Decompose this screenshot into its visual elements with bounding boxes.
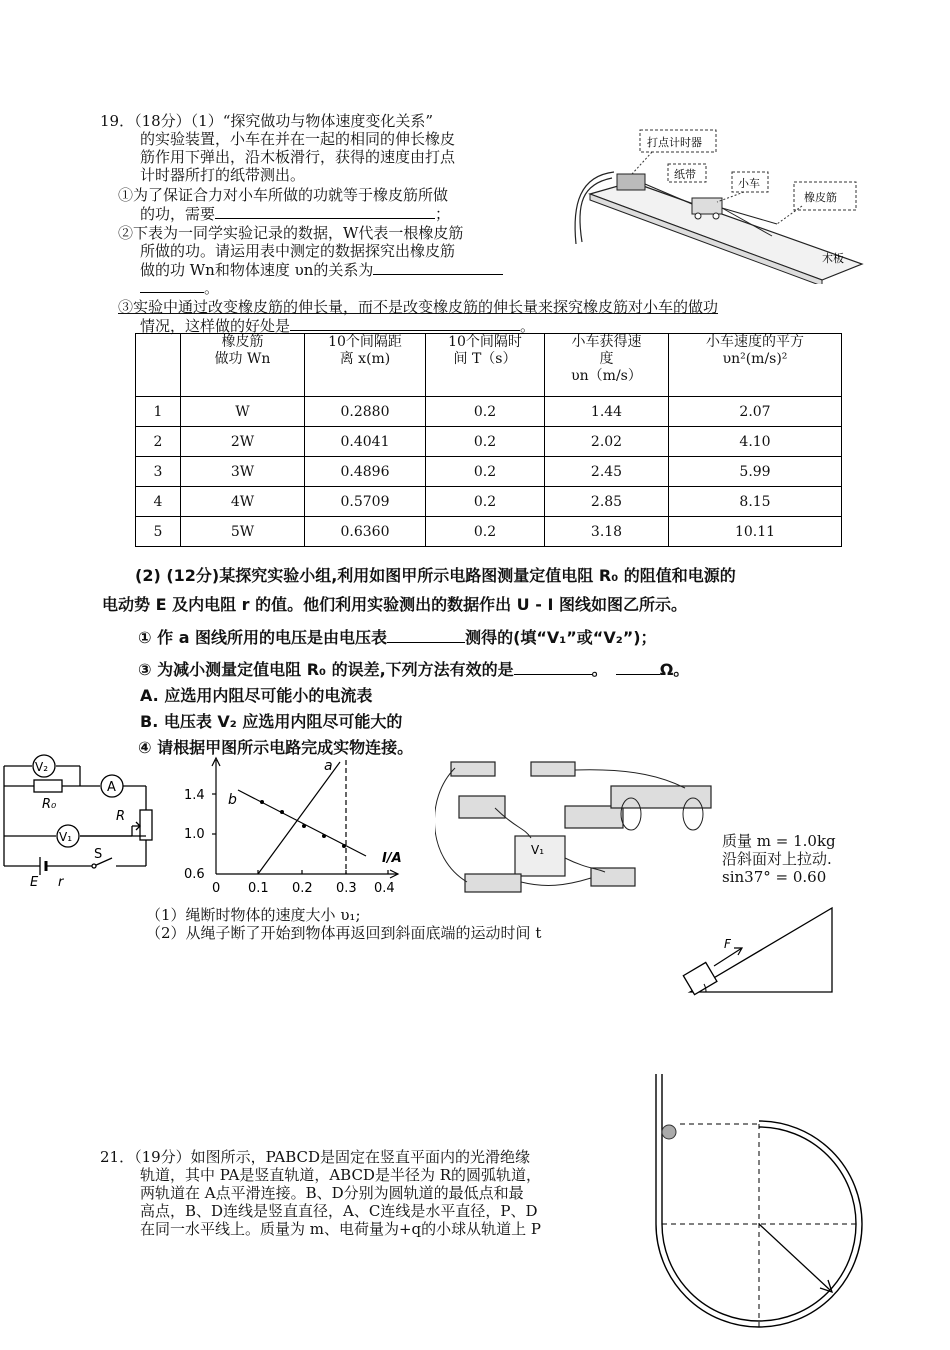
q20-sub-2: （2）从绳子断了开始到物体再返回到斜面底端的运动时间 t [146, 924, 542, 942]
answer-blank-4[interactable] [387, 626, 465, 643]
y-tick: 1.4 [184, 788, 205, 803]
table-row [136, 517, 842, 547]
table-cell: 0.2880 [305, 397, 426, 427]
table-cell: 0.4896 [305, 457, 426, 487]
q21-line-2: 轨道，其中 PA是竖直轨道，ABCD是半径为 R的圆弧轨道， [140, 1166, 542, 1184]
label-cart: 小车 [738, 177, 760, 190]
circuit-label-v2: V₂ [35, 760, 49, 774]
q21-line-3: 两轨道在 A点平滑连接。B、D分别为圆轨道的最低点和最 [140, 1184, 524, 1202]
table-cell: 4 [136, 487, 181, 517]
x-tick: 0.4 [374, 881, 395, 896]
q19-intro-1: 的实验装置，小车在并在一起的相同的伸长橡皮 [140, 130, 456, 148]
circuit-label-internal-r: r [58, 875, 64, 890]
table-cell: 2.07 [669, 397, 842, 427]
table-cell: 1.44 [545, 397, 669, 427]
table-cell: 0.5709 [305, 487, 426, 517]
u-i-graph [178, 756, 408, 896]
table-cell: 0.2 [426, 457, 545, 487]
table-cell: 3W [181, 457, 305, 487]
q19-number: 19．（18分）（1）“探究做功与物体速度变化关系” [100, 112, 434, 130]
table-cell: 2.02 [545, 427, 669, 457]
q21-line-4: 高点，B、D连线是竖直直径，A、C连线是水平直径，P、D [140, 1202, 538, 1220]
table-header-cell: 10个间隔距 离 x(m) [305, 334, 426, 397]
q19-item2-line4: 。 [140, 278, 219, 297]
table-header-cell: 小车获得速 度 υn（m/s） [545, 334, 669, 397]
apparatus-figure [572, 124, 872, 284]
table-cell: 2W [181, 427, 305, 457]
table-cell: 0.6360 [305, 517, 426, 547]
table-cell: 2 [136, 427, 181, 457]
table-cell: 0.2 [426, 517, 545, 547]
x-tick: 0.2 [292, 881, 313, 896]
q19-item2-line1: ②下表为一同学实验记录的数据，W代表一根橡皮筋 [118, 224, 464, 242]
track-figure [650, 1068, 870, 1350]
label-band: 橡皮筋 [804, 191, 837, 204]
circuit-diagram [0, 740, 160, 890]
table-cell: 10.11 [669, 517, 842, 547]
q19-intro-3: 计时器所打的纸带测出。 [140, 166, 306, 184]
part2-title-1: (2) (12分)某探究实验小组,利用如图甲所示电路图测量定值电阻 R₀ 的阻值和电源的 [135, 566, 736, 585]
table-cell: 8.15 [669, 487, 842, 517]
q21-line-5: 在同一水平线上。质量为 m、电荷量为+q的小球从轨道上 P [140, 1220, 542, 1238]
force-label: F [724, 937, 731, 951]
label-tape: 纸带 [674, 168, 696, 181]
q19-item2-line2: 所做的功。请运用表中测定的数据探究出橡皮筋 [140, 242, 456, 260]
circuit-label-e: E [30, 875, 39, 890]
answer-blank-5[interactable] [514, 658, 592, 675]
circuit-label-s: S [94, 847, 103, 862]
y-tick: 1.0 [184, 827, 205, 842]
answer-blank-2[interactable] [373, 260, 503, 275]
part2-item3: ③ 为减小测量定值电阻 R₀ 的误差,下列方法有效的是 。 Ω。 [138, 660, 690, 679]
x-tick: 0.3 [336, 881, 357, 896]
label-timer: 打点计时器 [647, 136, 702, 149]
table-row [136, 487, 842, 517]
table-cell: 1 [136, 397, 181, 427]
answer-blank-6[interactable] [616, 658, 660, 675]
q20-frag-2: 沿斜面对上拉动. [722, 850, 832, 868]
answer-blank-3[interactable] [290, 316, 520, 331]
table-header-cell: 小车速度的平方 υn²(m/s)² [669, 334, 842, 397]
table-cell: 2.45 [545, 457, 669, 487]
table-cell: 0.2 [426, 427, 545, 457]
q20-sub-1: （1）绳断时物体的速度大小 υ₁; [146, 906, 361, 924]
physical-circuit [435, 758, 725, 898]
table-cell: 0.2 [426, 487, 545, 517]
circuit-label-r: R [116, 809, 126, 824]
part2-title-2: 电动势 E 及内电阻 r 的值。他们利用实验测出的数据作出 U - I 图线如图乙所示。 [102, 595, 687, 614]
table-cell: 3.18 [545, 517, 669, 547]
x-axis-unit: I/A [382, 851, 402, 866]
table-cell: 4.10 [669, 427, 842, 457]
circuit-label-a: A [107, 780, 116, 795]
table-cell: 5W [181, 517, 305, 547]
answer-blank-1[interactable] [215, 204, 435, 219]
incline-figure [676, 904, 846, 996]
table-cell: 0.2 [426, 397, 545, 427]
table-cell: 5.99 [669, 457, 842, 487]
table-header-cell: 10个间隔时 间 T（s） [426, 334, 545, 397]
q19-item3-line1: ③实验中通过改变橡皮筋的伸长量，而不是改变橡皮筋的伸长量来探究橡皮筋对小车的做功 [118, 298, 719, 316]
table-header-row [136, 334, 842, 397]
line-b-label: b [228, 792, 237, 808]
table-cell: 2.85 [545, 487, 669, 517]
q19-item1-line2: 的功，需要 ； [140, 205, 451, 223]
q19-item3-line2: 情况，这样做的好处是 。 [140, 317, 536, 335]
meter-label: V₁ [531, 843, 545, 857]
table-row [136, 397, 842, 427]
q20-frag-3: sin37° = 0.60 [722, 868, 827, 886]
q19-item2-line3: 做的功 Wn和物体速度 υn的关系为 [140, 260, 503, 279]
table-cell: 3 [136, 457, 181, 487]
label-board: 木板 [822, 252, 844, 265]
data-table [135, 333, 842, 547]
table-header-cell: 橡皮筋 做功 Wn [181, 334, 305, 397]
q21-line-1: 21．（19分）如图所示，PABCD是固定在竖直平面内的光滑绝缘 [100, 1148, 531, 1166]
option-b: B. 电压表 V₂ 应选用内阻尽可能大的 [140, 712, 403, 731]
table-cell: W [181, 397, 305, 427]
y-tick: 0.6 [184, 867, 205, 882]
x-tick: 0.1 [248, 881, 269, 896]
table-header-cell [136, 334, 181, 397]
answer-blank-2b[interactable] [140, 278, 204, 293]
part2-item4: ④ 请根据甲图所示电路完成实物连接。 [138, 738, 414, 757]
table-row [136, 427, 842, 457]
circuit-label-r0: R₀ [42, 797, 57, 812]
option-a: A. 应选用内阻尽可能小的电流表 [140, 686, 373, 705]
part2-item1: ① 作 a 图线所用的电压是由电压表 测得的(填“V₁”或“V₂”)； [138, 628, 657, 647]
table-cell: 4W [181, 487, 305, 517]
q20-frag-1: 质量 m = 1.0kg [722, 832, 836, 850]
circuit-label-v1: V₁ [59, 830, 73, 844]
line-a-label: a [324, 758, 333, 774]
q19-item1-line1: ①为了保证合力对小车所做的功就等于橡皮筋所做 [118, 186, 449, 204]
table-cell: 0.4041 [305, 427, 426, 457]
table-row [136, 457, 842, 487]
table-cell: 5 [136, 517, 181, 547]
q19-intro-2: 筋作用下弹出，沿木板滑行，获得的速度由打点 [140, 148, 456, 166]
x-tick: 0 [212, 881, 221, 896]
